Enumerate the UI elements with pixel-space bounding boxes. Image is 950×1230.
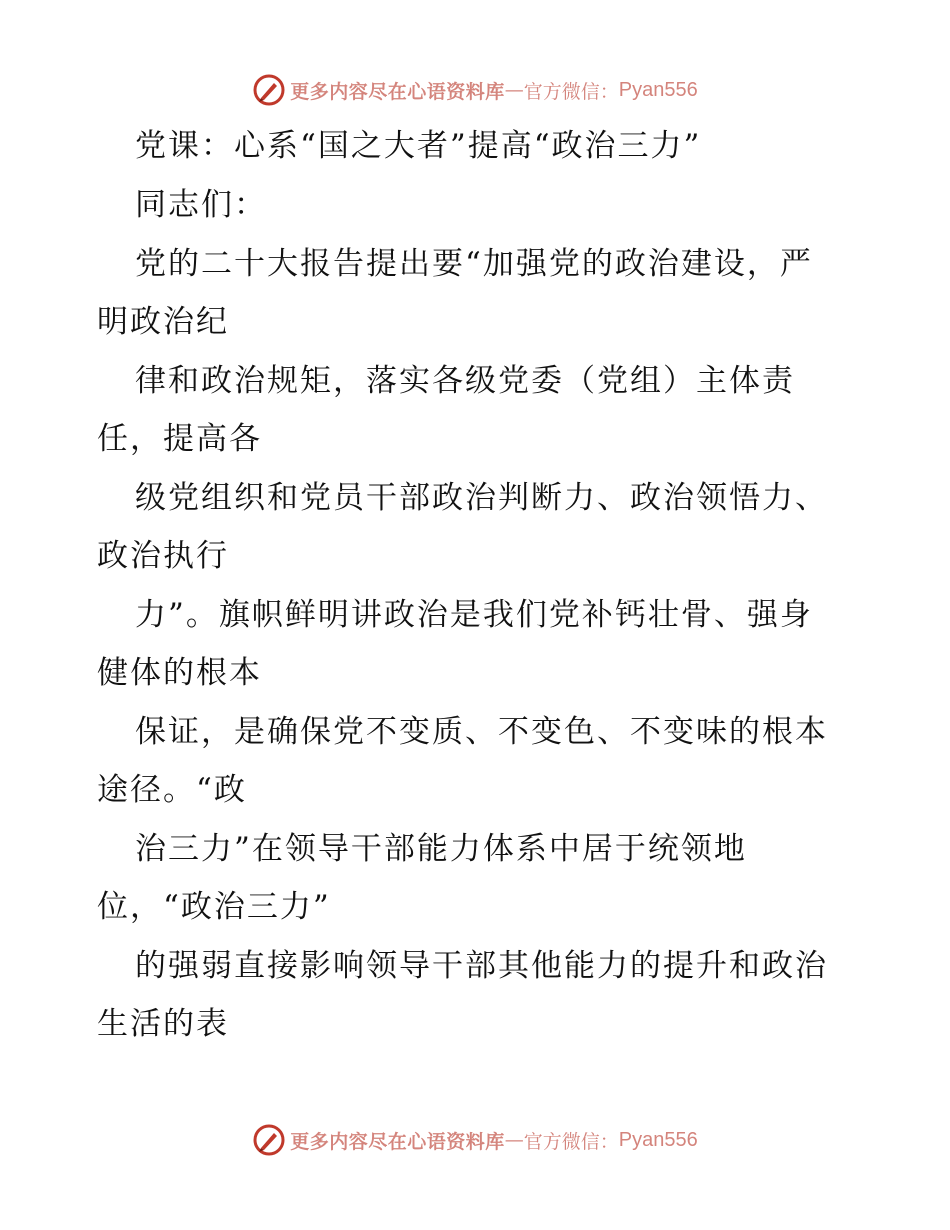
text-line: 位，“政治三力”: [97, 889, 331, 925]
text-line: 级党组织和党员干部政治判断力、政治领悟力、: [135, 480, 828, 516]
text-line: 律和政治规矩，落实各级党委（党组）主体责: [135, 363, 795, 399]
text-line: 治三力”在领导干部能力体系中居于统领地: [135, 831, 747, 867]
text-line: 健体的根本: [97, 655, 262, 691]
text-line: 途径。“政: [97, 772, 247, 808]
text-line: 明政治纪: [97, 304, 229, 340]
banner-dash: —: [504, 1129, 524, 1151]
header-banner: [0, 70, 950, 110]
banner-brand-text: 更多内容尽在心语资料库: [290, 1130, 505, 1153]
pen-logo-icon: [252, 73, 286, 107]
greeting: 同志们：: [135, 187, 267, 223]
banner-brand-text: 更多内容尽在心语资料库: [290, 80, 505, 103]
text-line: 任，提高各: [97, 421, 262, 457]
banner-dash: —: [504, 79, 524, 101]
text-line: 的强弱直接影响领导干部其他能力的提升和政治: [135, 948, 828, 984]
footer-banner: [0, 1120, 950, 1160]
banner-wechat-id: Pyan556: [618, 1128, 698, 1151]
banner-wechat-label: 官方微信：: [523, 1130, 619, 1153]
pen-logo-icon: [252, 1123, 286, 1157]
text-line: 政治执行: [97, 538, 229, 574]
text-line: 生活的表: [97, 1006, 229, 1042]
banner-wechat-id: Pyan556: [618, 78, 698, 101]
banner-wechat-label: 官方微信：: [523, 80, 619, 103]
text-line: 党的二十大报告提出要“加强党的政治建设，严: [135, 246, 813, 282]
text-line: 力”。旗帜鲜明讲政治是我们党补钙壮骨、强身: [135, 597, 813, 633]
text-line: 保证，是确保党不变质、不变色、不变味的根本: [135, 714, 828, 750]
document-title: 党课：心系“国之大者”提高“政治三力”: [135, 128, 702, 164]
